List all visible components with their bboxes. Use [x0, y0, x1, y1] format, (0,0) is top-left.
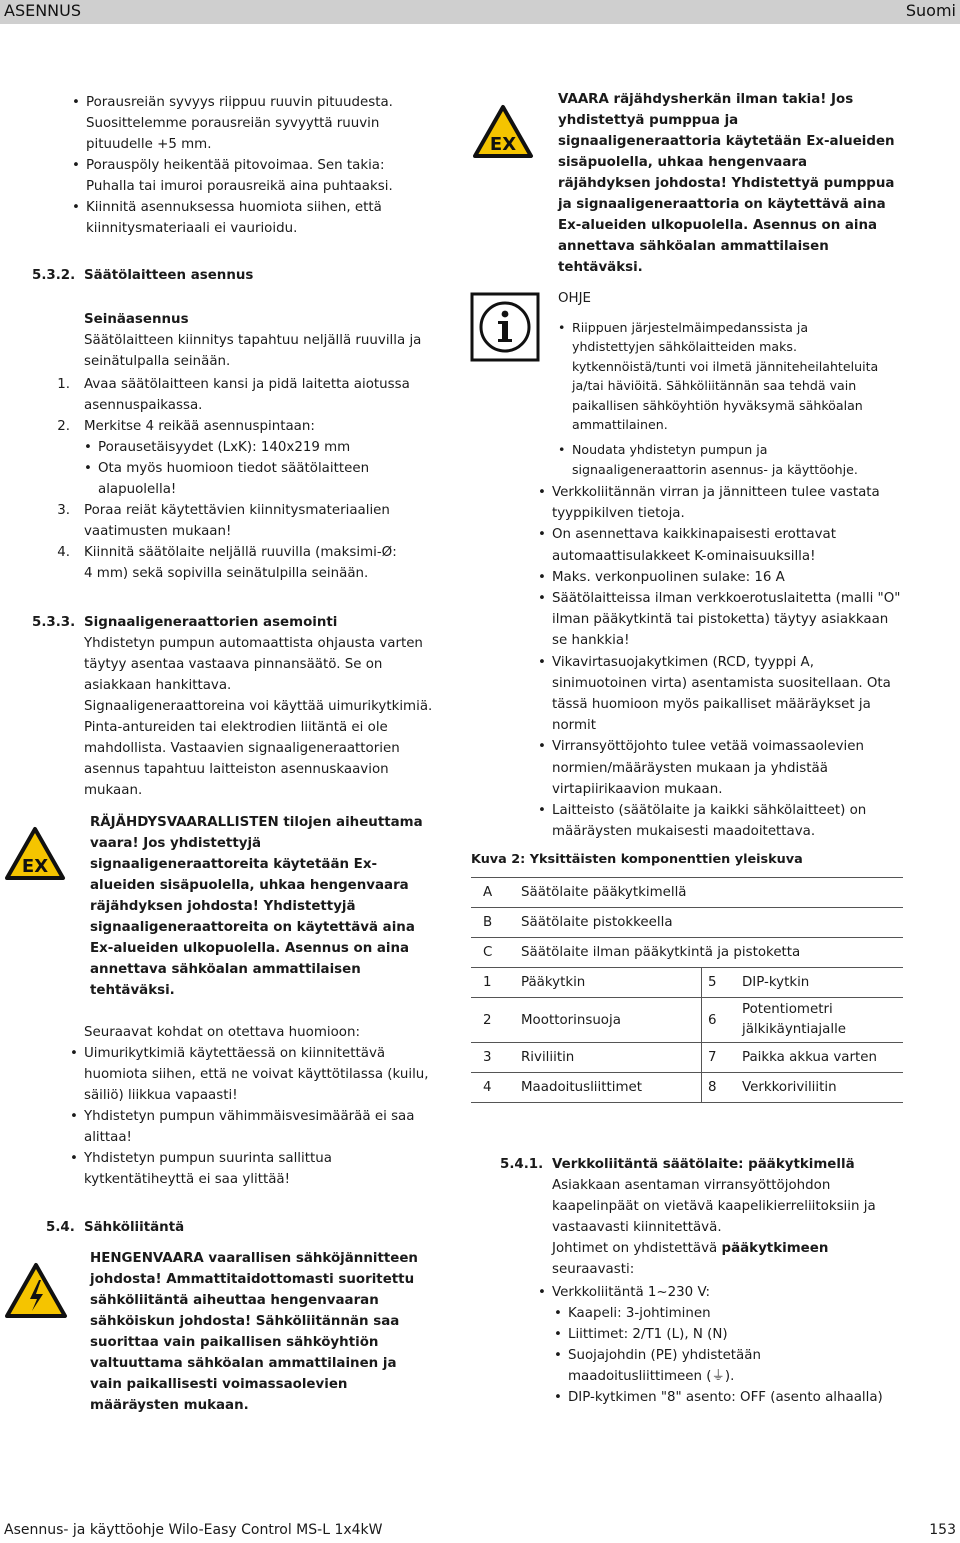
legend-key: A: [483, 885, 493, 900]
step-text: Kiinnitä säätölaite neljällä ruuvilla (maksimi-Ø: 4 mm) sekä sopivilla seinätulpilla seinään.: [84, 545, 397, 581]
table-row: [471, 968, 903, 998]
legend-value: Paikka akkua varten: [742, 1050, 877, 1065]
text-run: seuraavasti:: [552, 1262, 635, 1277]
section-title-54: Sähköliitäntä: [84, 1220, 185, 1235]
text-run: Johtimet on yhdistettävä: [552, 1241, 722, 1256]
legend-value: Säätölaite ilman pääkytkintä ja pistoketta: [521, 945, 801, 960]
table-row: [471, 938, 903, 968]
legend-value: Verkkoriviliitin: [742, 1080, 837, 1095]
section-number-532: 5.3.2.: [32, 268, 76, 283]
list-item: • Uimurikytkimiä käytettäessä on kiinnitettävä huomiota siihen, että ne voivat käyttötilassa (kuilu, säiliö) liikkua vapaasti!: [70, 1043, 438, 1106]
legend-key: 6: [708, 1012, 717, 1028]
step-number: 2.: [57, 419, 70, 434]
list-item: • DIP-kytkimen "8" asento: OFF (asento alhaalla): [554, 1387, 888, 1408]
list-item: • Virransyöttöjohto tulee vetää voimassaolevien normien/määräysten mukaan ja yhdistää virtapiirikaavion mukaan.: [538, 736, 904, 800]
list-item: • On asennettava kaikkinapaisesti erottavat automaattisulakkeet K-ominaisuuksilla!: [538, 524, 904, 566]
wall-mount-text: Säätölaitteen kiinnitys tapahtuu neljällä ruuvilla ja seinätulpalla seinään.: [84, 333, 422, 369]
legend-value: Moottorinsuoja: [509, 998, 702, 1043]
legend-value: Maadoitusliittimet: [509, 1073, 702, 1103]
legend-value: Säätölaite pistokkeella: [521, 915, 673, 930]
page-header: [0, 0, 960, 24]
electrical-warning-text: HENGENVAARA vaarallisen sähköjännitteen johdosta! Ammattitaidottomasti suoritettu sähköliitäntä aiheuttaa hengenvaaran sähköiskun johdosta! Sähköliitännän saa suorittaa vain paikallisen sähköyhtiön valtuuttama sähköalan ammattilainen ja vain paikallisesti voimassaolevien määräysten mukaan.: [90, 1251, 418, 1413]
explosion-warning-icon: [472, 104, 534, 160]
legend-key: 4: [483, 1080, 492, 1095]
section-title-532: Säätölaitteen asennus: [84, 268, 254, 283]
note-list: [70, 1043, 438, 1190]
table-row: [471, 1043, 903, 1073]
paragraph: Asiakkaan asentaman virransyöttöjohdon kaapelinpäät on vietävä kaapelikierreliitoksiin ja vastaavasti kiinnitettävä.: [552, 1178, 876, 1235]
legend-value: Riviliitin: [509, 1043, 702, 1073]
list-item: • Suojajohdin (PE) yhdistetään maadoitusliittimeen (⏚).: [554, 1345, 888, 1387]
svg-text:EX: EX: [21, 856, 49, 877]
list-item: • Verkkoliitännän virran ja jännitteen tulee vastata tyyppikilven tietoja.: [538, 482, 904, 524]
step-number: 3.: [57, 503, 70, 518]
info-icon: [470, 292, 540, 362]
list-item: • Liittimet: 2/T1 (L), N (N): [554, 1324, 888, 1345]
list-item: • Kiinnitä asennuksessa huomiota siihen, että kiinnitysmateriaali ei vaurioidu.: [72, 197, 420, 239]
step-item: [48, 374, 448, 416]
figure-caption: Kuva 2: Yksittäisten komponenttien yleiskuva: [471, 852, 803, 867]
note-label: OHJE: [558, 291, 592, 306]
list-item: • Yhdistetyn pumpun vähimmäisvesimäärää ei saa alittaa!: [70, 1106, 438, 1148]
list-item: • Riippuen järjestelmäimpedanssista ja yhdistettyjen sähkölaitteiden maks. kytkennöistä/tunti voi ilmetä jänniteheilahteluita ja/tai häviöitä. Sähköliitännän saa tehdä vain paikallisen sähköyhtiön hyväksymä sähköalan ammattilainen.: [558, 318, 890, 434]
explosion-warning-text: VAARA räjähdysherkän ilman takia! Jos yhdistettyä pumppua ja signaaligeneraattoria käytetään Ex-alueiden sisäpuolella, uhkaa hengenvaara räjähdyksen johdosta! Yhdistettyä pumppua ja signaaligeneraattoria on käytettävä aina Ex-alueiden ulkopuolella. Asennus on aina annettava sähköalan ammattilaisen tehtäväksi.: [558, 92, 895, 275]
legend-key: 8: [708, 1080, 717, 1095]
section-541-text: [552, 1175, 902, 1280]
list-item: • Porausreiän syvyys riippuu ruuvin pituudesta. Suosittelemme porausreiän syvyyttä ruuvin pituudelle +5 mm.: [72, 92, 420, 155]
table-row: [471, 1073, 903, 1103]
step-item: [48, 500, 448, 542]
section-title-541: Verkkoliitäntä säätölaite: pääkytkimellä: [552, 1157, 855, 1172]
legend-key: 1: [483, 975, 492, 990]
list-item: • Noudata yhdistetyn pumpun ja signaaligeneraattorin asennus- ja käyttöohje.: [558, 440, 890, 479]
note-list: [558, 318, 890, 479]
legend-value: Potentiometri jälkikäyntiajalle: [742, 1002, 847, 1037]
paragraph: [552, 1238, 902, 1280]
section-title-533: Signaaligeneraattorien asemointi: [84, 615, 338, 630]
paragraph: Signaaligeneraattoreina voi käyttää uimurikytkimiä. Pinta-antureiden tai elektrodien liitäntä ei ole mahdollista. Vastaavien signaaligeneraattorien asennus tapahtuu laitteiston asennuskaavion mukaan.: [84, 699, 433, 798]
legend-key: B: [483, 915, 493, 930]
legend-key: 2: [483, 1012, 492, 1028]
note-intro: Seuraavat kohdat on otettava huomioon:: [84, 1025, 360, 1040]
step-number: 1.: [57, 377, 70, 392]
list-item: • Maks. verkonpuolinen sulake: 16 A: [538, 567, 904, 588]
step-text: Merkitse 4 reikää asennuspintaan:: [84, 419, 315, 434]
mains-connection-sub-list: [554, 1303, 888, 1408]
section-533-text: [84, 633, 436, 801]
svg-text:EX: EX: [489, 134, 517, 155]
explosion-warning-text: RÄJÄHDYSVAARALLISTEN tilojen aiheuttama vaara! Jos yhdistettyjä signaaligeneraattoreita käytetään Ex-alueiden sisäpuolella, uhkaa hengenvaara räjähdyksen johdosta! Yhdistettyjä signaaligeneraattoreita on käytettävä aina Ex-alueiden ulkopuolella. Asennus on aina annettava sähköalan ammattilaisen tehtäväksi.: [90, 815, 423, 998]
header-section-title: ASENNUS: [4, 1, 82, 20]
legend-key: C: [483, 945, 493, 960]
text-run-bold: pääkytkimeen: [721, 1241, 829, 1256]
step-sub-list: [84, 437, 414, 500]
list-item: • Kaapeli: 3-johtiminen: [554, 1303, 888, 1324]
legend-key: 7: [708, 1050, 717, 1065]
list-item: • Porauspöly heikentää pitovoimaa. Sen takia: Puhalla tai imuroi porausreikä aina puhtaaksi.: [72, 155, 420, 197]
step-item: [48, 416, 448, 500]
table-row: [471, 878, 903, 908]
header-language: Suomi: [905, 1, 956, 20]
legend-value: Säätölaite pääkytkimellä: [521, 885, 687, 900]
section-number-533: 5.3.3.: [32, 615, 76, 630]
table-row: [471, 998, 903, 1043]
component-legend-table: [471, 877, 903, 1103]
legend-key: 5: [708, 975, 717, 990]
list-item: • Porausetäisyydet (LxK): 140x219 mm: [84, 437, 414, 458]
section-number-541: 5.4.1.: [500, 1157, 544, 1172]
footer-document-title: Asennus- ja käyttöohje Wilo-Easy Control MS-L 1x4kW: [4, 1522, 383, 1538]
mains-connection-list: [538, 1282, 902, 1408]
list-item: • Säätölaitteissa ilman verkkoerotuslaitetta (malli "O" ilman pääkytkintä tai pistoketta) täytyy asiakkaan se hankkia!: [538, 588, 904, 652]
list-item: [538, 1282, 902, 1408]
electrical-hazard-icon: [4, 1262, 68, 1320]
list-item-text: Verkkoliitäntä 1~230 V:: [552, 1285, 711, 1300]
step-number: 4.: [57, 545, 70, 560]
drilling-notes-list: [72, 92, 420, 239]
section-number-54: 5.4.: [46, 1220, 75, 1235]
legend-value: Pääkytkin: [509, 968, 702, 998]
mounting-steps: [48, 374, 448, 584]
list-item: • Yhdistetyn pumpun suurinta sallittua kytkentätiheyttä ei saa ylittää!: [70, 1148, 438, 1190]
list-item: • Vikavirtasuojakytkimen (RCD, tyyppi A, sinimuotoinen virta) asentamista suositellaan. Ota tässä huomioon myös paikalliset määräykset ja normit: [538, 652, 904, 737]
list-item: • Ota myös huomioon tiedot säätölaitteen alapuolella!: [84, 458, 414, 500]
step-item: [48, 542, 404, 584]
wall-mount-heading: Seinäasennus: [84, 312, 189, 327]
step-text: Avaa säätölaitteen kansi ja pidä laitetta aiotussa asennuspaikassa.: [84, 377, 410, 413]
legend-key: 3: [483, 1050, 492, 1065]
paragraph: Yhdistetyn pumpun automaattista ohjausta varten täytyy asentaa vastaava pinnansäätö. Se on asiakkaan hankittava.: [84, 636, 423, 693]
explosion-warning-icon: [4, 826, 66, 882]
legend-value: DIP-kytkin: [742, 975, 810, 990]
footer-page-number: 153: [929, 1522, 956, 1538]
table-row: [471, 908, 903, 938]
connection-requirements-list: [538, 482, 904, 842]
step-text: Poraa reiät käytettävien kiinnitysmateriaalien vaatimusten mukaan!: [84, 503, 390, 539]
list-item: • Laitteisto (säätölaite ja kaikki sähkölaitteet) on määräysten mukaisesti maadoitettava.: [538, 800, 904, 842]
